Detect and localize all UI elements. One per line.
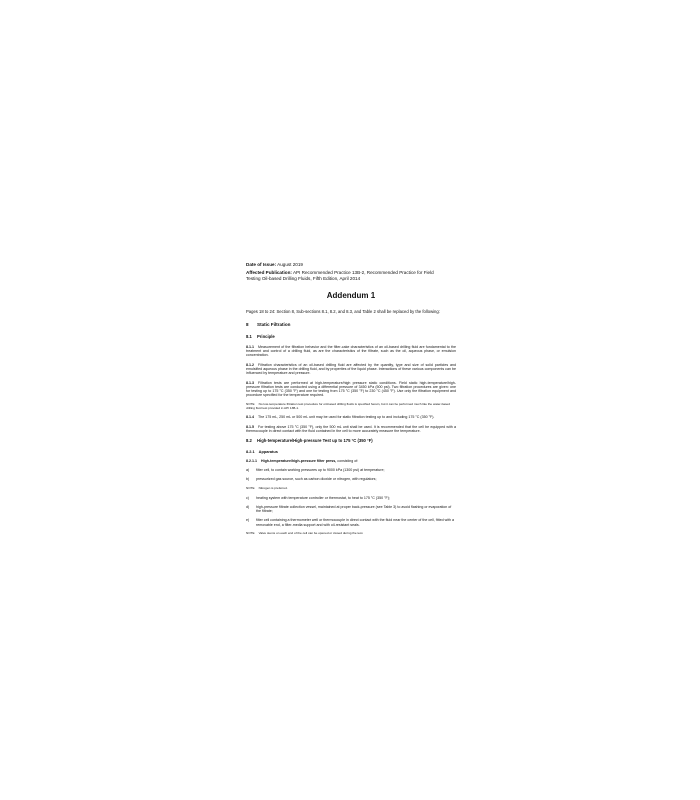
paragraph-number: 8.1.4 xyxy=(246,415,254,420)
page-title: Addendum 1 xyxy=(326,291,376,301)
paragraph-text: For testing above 175 °C (350 °F), only the 500 mL unit shall be used. It is recommended that the cell be equipped with a thermocouple in direct contact with the fluid contained in the cell to more accurately measure the temperature. xyxy=(246,424,456,433)
date-of-issue xyxy=(246,262,456,267)
note-2 xyxy=(246,487,456,491)
list-item xyxy=(246,505,456,514)
paragraph-8-1-3 xyxy=(246,381,456,398)
note-text: Valve stems on each end of the cell can be opened or closed during the test. xyxy=(258,531,364,536)
list-item-letter: d) xyxy=(246,504,250,509)
paragraph-title: High-temperature/high-pressure filter press, xyxy=(261,458,337,463)
paragraph-number: 8.1.1 xyxy=(246,344,254,349)
paragraph-text: Filtration tests are performed at high-temperature/high pressure static conditions. Field static high-temperature/high-pressure filtration tests are conducted using a differential pressure of 3450 kPa (500 psi). Two filtration procedures are given: one for testing up to 175 °C (350 °F) and one for testing from 175 °C (350 °F) to 230 °C (450 °F). Use only the filtration equipment and procedure specified for the temperature required. xyxy=(246,380,456,398)
subsection-title: High-temperature/High-pressure Test up to 175 °C (350 °F) xyxy=(257,438,373,444)
subsection-number: 8.1 xyxy=(246,334,252,340)
list-item-letter: b) xyxy=(246,477,250,482)
list-item-text: pressurized gas source, such as carbon dioxide or nitrogen, with regulators; xyxy=(256,477,377,482)
list-item-letter: a) xyxy=(246,468,250,473)
list-item xyxy=(246,518,456,527)
date-of-issue-label: Date of Issue: xyxy=(246,262,277,267)
date-of-issue-value: August 2019 xyxy=(277,262,303,267)
note-label: NOTE xyxy=(246,401,255,406)
subsection-title: Principle xyxy=(257,334,275,340)
affected-publication-value-1: API Recommended Practice 13B-2, Recommended Practice for Field xyxy=(292,270,434,276)
list-item-letter: c) xyxy=(246,495,249,500)
list-item xyxy=(246,496,456,500)
paragraph-text: The 175 mL, 250 mL or 500 mL unit may be used for static filtration testing up to and including 175 °C (350 °F). xyxy=(258,415,435,420)
note-label: NOTE xyxy=(246,531,255,536)
paragraph-8-1-1 xyxy=(246,345,456,358)
affected-publication-line-2: Testing Oil-based Drilling Fluids, Fifth Edition, April 2014 xyxy=(246,275,361,281)
paragraph-number: 8.1.5 xyxy=(246,424,254,429)
paragraph-number: 8.1.3 xyxy=(246,380,254,385)
section-heading xyxy=(246,322,456,328)
paragraph-8-1-4 xyxy=(246,415,456,419)
list-item-text: filter cell containing a thermometer well or thermocouple in direct contact with the fluid near the center of the cell, fitted with a removable end, a filter-media support and with oil-resistant seals. xyxy=(256,518,454,527)
addendum-document xyxy=(246,262,456,541)
paragraph-text: Measurement of the filtration behavior and the filter-cake characteristics of an oil-based drilling fluid are fundamental to the treatment and control of a drilling fluid, as are the characteristics of the filtrate, such as the oil, aqueous phase, or emulsion concentration. xyxy=(246,344,456,358)
paragraph-8-2-1-1 xyxy=(246,459,456,463)
list-item-text: heating system with temperature controller or thermostat, to heat to 175 °C (350 °F); xyxy=(256,495,390,500)
note-text: No low-temperature filtration test procedure for oil-based drilling fluids is specified herein, but it can be performed much like the water-based drilling fluid test provided in API 13B-1. xyxy=(246,401,451,410)
affected-publication-label: Affected Publication: xyxy=(246,270,292,276)
note-1 xyxy=(246,403,456,411)
paragraph-text: Filtration characteristics of an oil-based drilling fluid are affected by the quantity, type and size of solid particles and emulsified aqueous phase in the drilling fluid, and by properties of the liquid phase. Interactions of these various components can be influenced by temperature and pressure. xyxy=(246,362,456,376)
subsection-number: 8.2 xyxy=(246,438,252,444)
subsection-number: 8.2.1 xyxy=(246,448,255,454)
paragraph-number: 8.1.2 xyxy=(246,362,254,367)
intro-paragraph: Pages 18 to 24: Section 8, Sub-sections 8.1, 8.2, and 8.3, and Table 2 shall be replaced by the following: xyxy=(246,309,440,315)
paragraph-number: 8.2.1.1 xyxy=(246,458,257,463)
paragraph-8-1-5 xyxy=(246,425,456,434)
paragraph-8-1-2 xyxy=(246,363,456,376)
section-number: 8 xyxy=(246,322,249,328)
list-item-text: high-pressure filtrate collection vessel, maintained at proper back-pressure (see Table 3) to avoid flashing or evaporation of the filtrate; xyxy=(256,504,452,514)
subsection-title: Apparatus xyxy=(258,448,278,454)
section-title: Static Filtration xyxy=(257,322,291,328)
list-item xyxy=(246,477,456,481)
paragraph-text: consisting of: xyxy=(337,458,359,463)
note-text: Nitrogen is preferred. xyxy=(258,485,288,490)
subsection-heading-8-2-1 xyxy=(246,449,456,454)
subsection-heading-8-1 xyxy=(246,334,456,340)
list-item-text: filter cell, to contain working pressures up to 9000 kPa (1300 psi) at temperature; xyxy=(256,468,385,473)
list-item-letter: e) xyxy=(246,518,250,523)
note-3 xyxy=(246,532,456,536)
subsection-heading-8-2 xyxy=(246,438,456,444)
note-label: NOTE xyxy=(246,485,255,490)
list-item xyxy=(246,468,456,472)
